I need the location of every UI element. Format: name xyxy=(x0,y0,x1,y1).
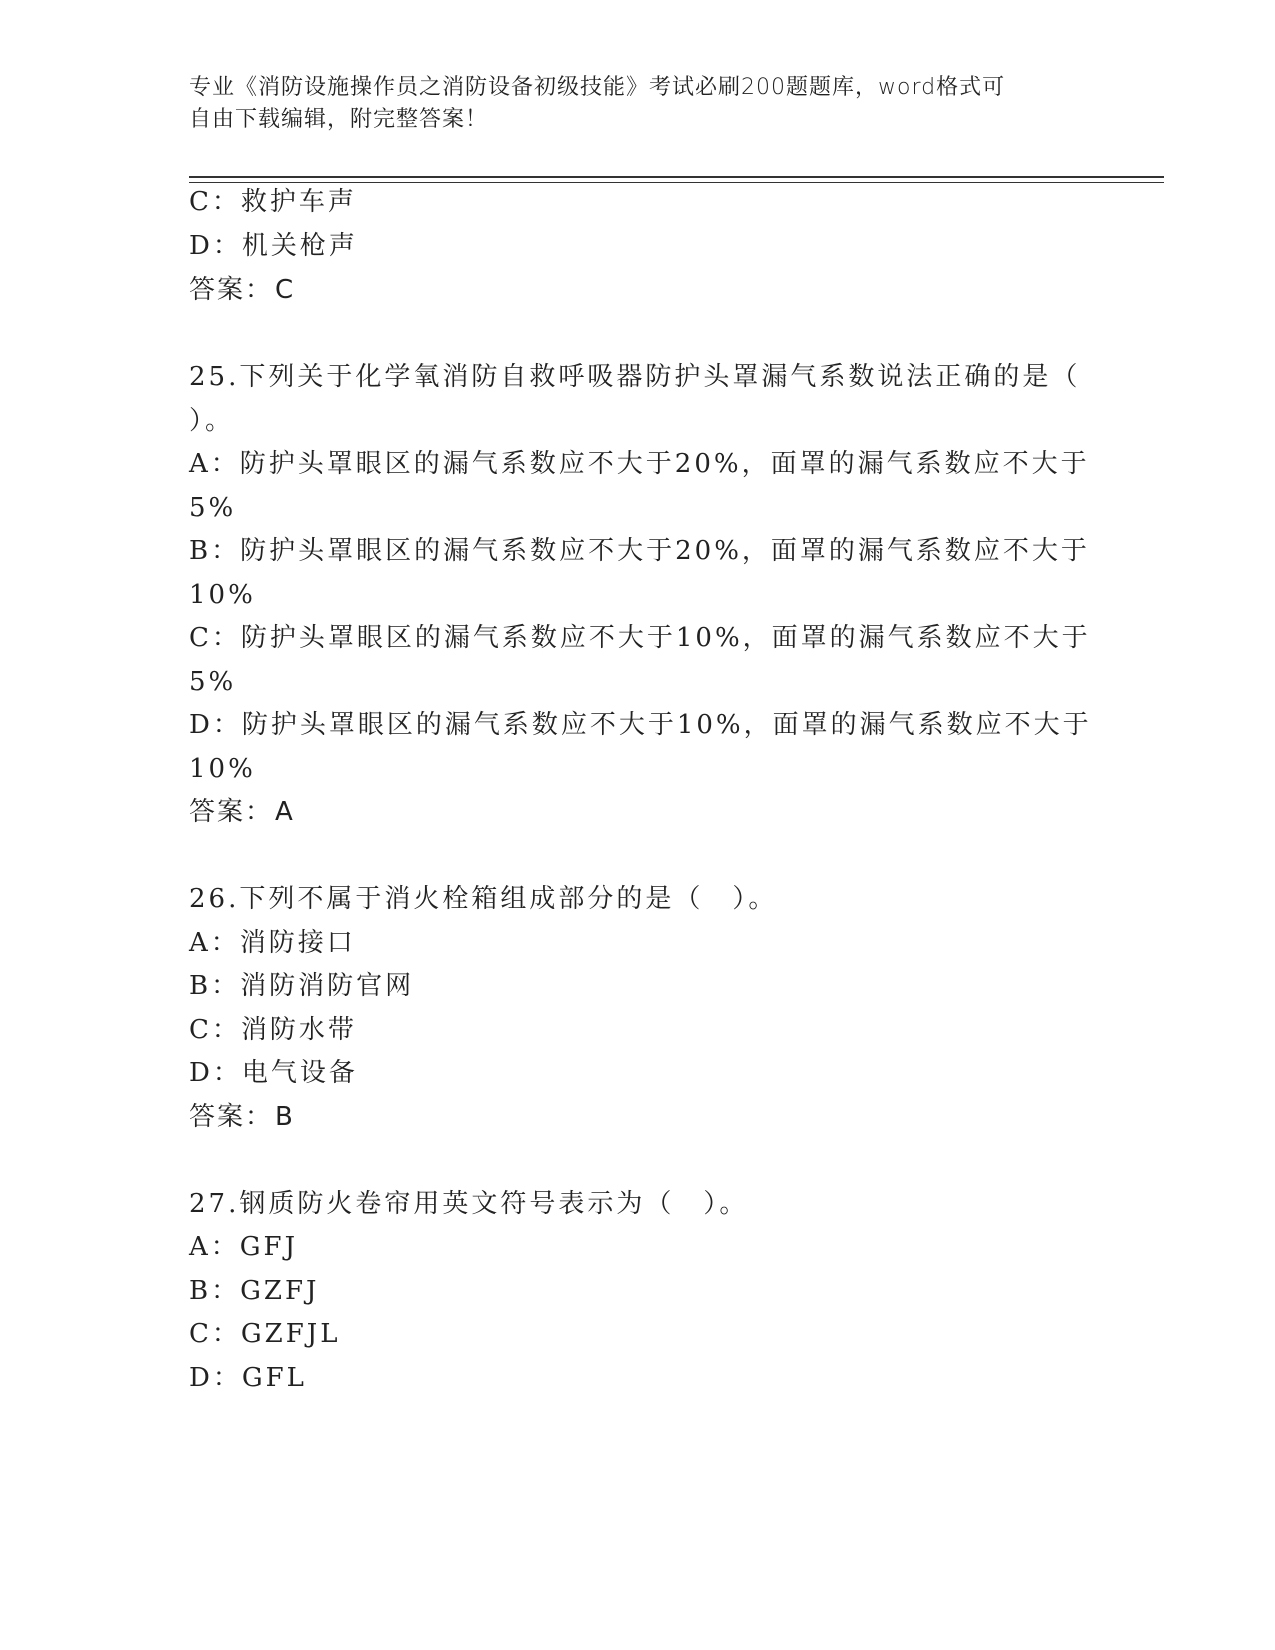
header-title-line-1: 专业《消防设施操作员之消防设备初级技能》考试必刷200题题库，word格式可 xyxy=(189,75,1006,100)
answer-value: C xyxy=(275,275,296,305)
q25-option-b-line-2: 10% xyxy=(189,580,256,610)
q27-option-c: C：GZFJL xyxy=(189,1319,341,1349)
q26-option-a: A：消防接口 xyxy=(189,928,356,958)
header-divider xyxy=(189,176,1164,178)
q25-option-c-line-2: 5% xyxy=(189,667,237,697)
answer-label: 答案： xyxy=(189,797,274,827)
header-title-line-2: 自由下载编辑，附完整答案！ xyxy=(189,107,489,132)
answer-value: A xyxy=(275,797,295,827)
q25-option-c-line-1: C：防护头罩眼区的漏气系数应不大于10%，面罩的漏气系数应不大于 xyxy=(189,623,1091,653)
q26-option-b: B：消防消防官网 xyxy=(189,971,415,1001)
q26-stem: 26.下列不属于消火栓箱组成部分的是（ ）。 xyxy=(189,884,778,914)
q25-stem-line-2: ）。 xyxy=(189,406,235,436)
q27-stem: 27.钢质防火卷帘用英文符号表示为（ ）。 xyxy=(189,1189,749,1219)
q25-option-a-line-1: A：防护头罩眼区的漏气系数应不大于20%，面罩的漏气系数应不大于 xyxy=(189,449,1090,479)
q25-option-b-line-1: B：防护头罩眼区的漏气系数应不大于20%，面罩的漏气系数应不大于 xyxy=(189,536,1090,566)
prev-option-d: D：机关枪声 xyxy=(189,231,358,261)
q26-answer xyxy=(189,1101,295,1133)
document-header xyxy=(189,72,1089,136)
q26-option-d: D：电气设备 xyxy=(189,1058,358,1088)
q26-option-c: C：消防水带 xyxy=(189,1015,357,1045)
prev-option-c: C：救护车声 xyxy=(189,187,357,217)
answer-value: B xyxy=(275,1102,295,1132)
header-divider-thin xyxy=(189,182,1164,183)
q25-stem-line-1: 25.下列关于化学氧消防自救呼吸器防护头罩漏气系数说法正确的是（ xyxy=(189,362,1081,392)
q27-option-d: D：GFL xyxy=(189,1363,307,1393)
answer-label: 答案： xyxy=(189,275,274,305)
q25-option-d-line-2: 10% xyxy=(189,754,256,784)
q27-option-a: A：GFJ xyxy=(189,1232,299,1262)
prev-answer xyxy=(189,274,295,306)
q25-option-d-line-1: D：防护头罩眼区的漏气系数应不大于10%，面罩的漏气系数应不大于 xyxy=(189,710,1092,740)
q27-option-b: B：GZFJ xyxy=(189,1276,320,1306)
q25-option-a-line-2: 5% xyxy=(189,493,237,523)
answer-label: 答案： xyxy=(189,1102,274,1132)
q25-answer xyxy=(189,796,295,828)
